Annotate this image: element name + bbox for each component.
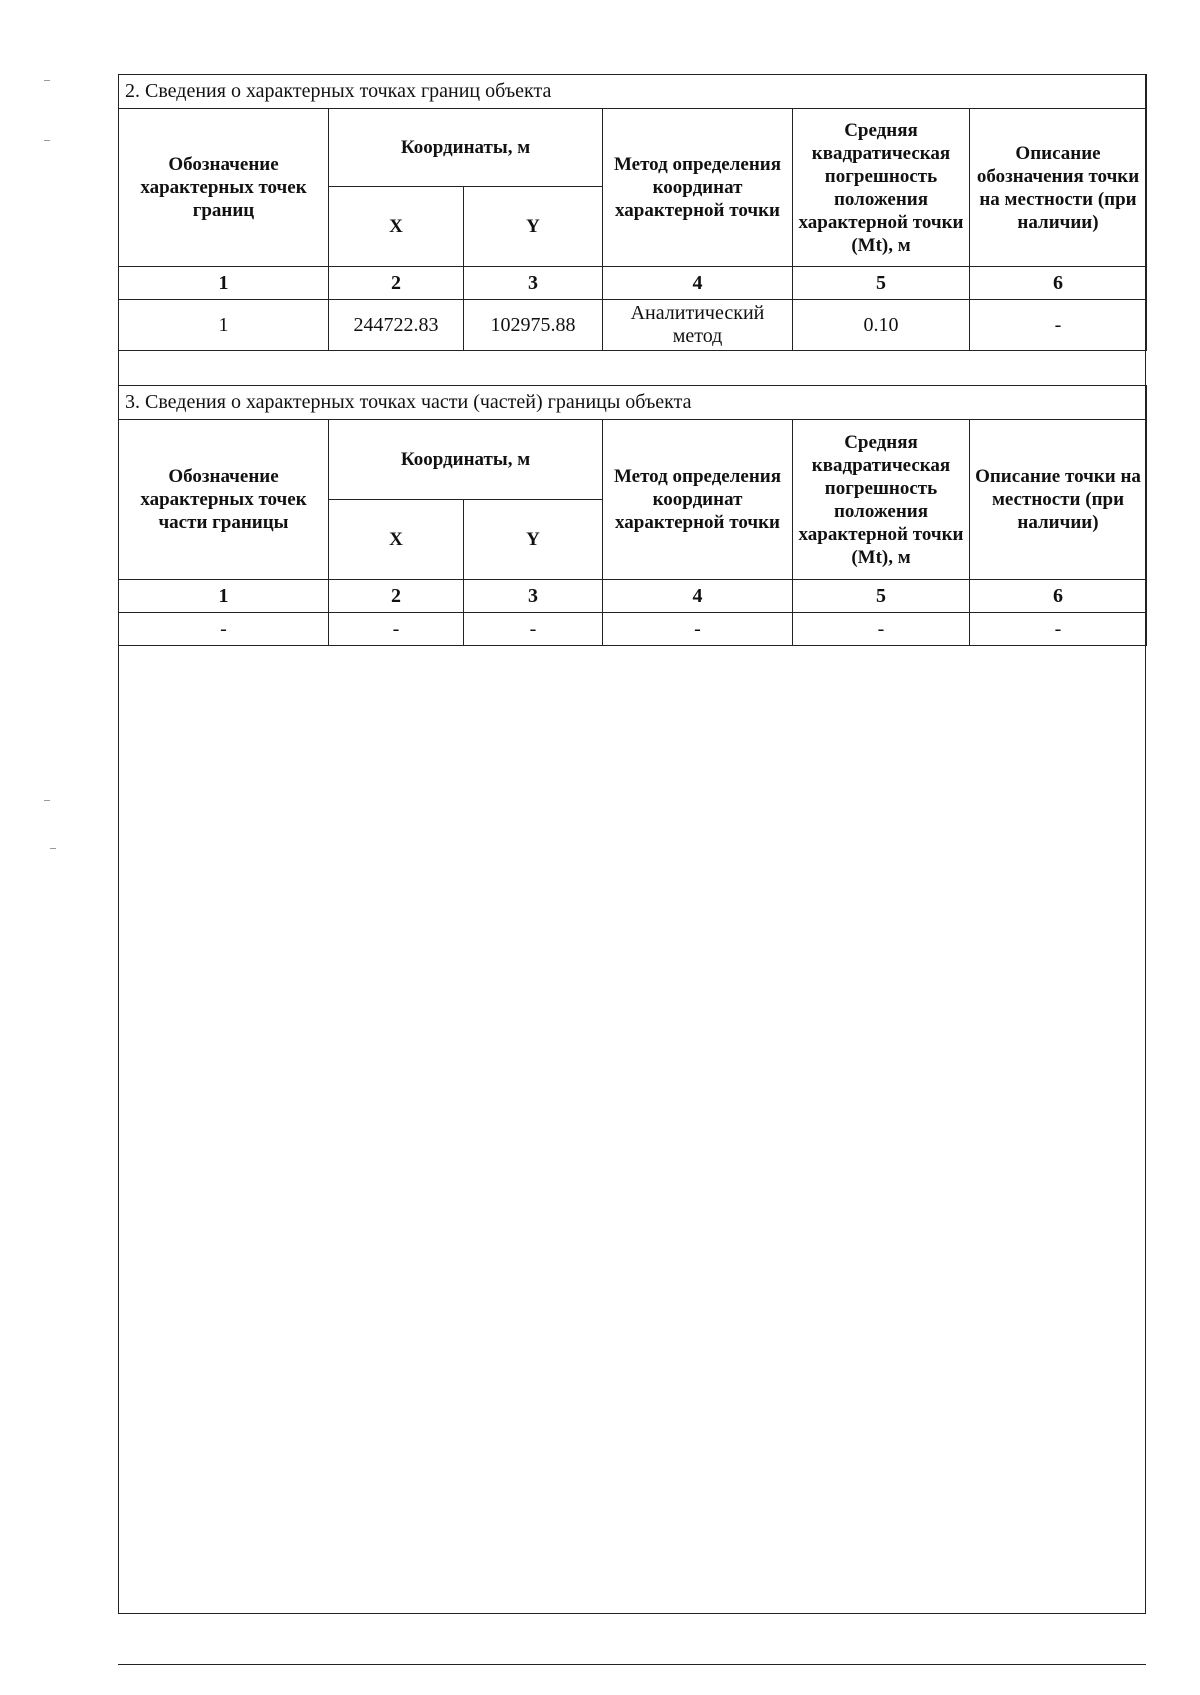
coordinate-x: 244722.83 <box>329 300 464 351</box>
coordinate-y: 102975.88 <box>464 300 603 351</box>
method-value: - <box>603 613 793 646</box>
column-number: 4 <box>603 267 793 300</box>
header-coordinates: Координаты, м <box>329 420 603 500</box>
column-number: 3 <box>464 267 603 300</box>
header-description: Описание обозначения точки на местности (при наличии) <box>970 109 1147 267</box>
section-2-table <box>118 74 1147 351</box>
footer-rule <box>118 1664 1146 1665</box>
header-error: Средняя квадратическая погрешность положения характерной точки (Mt), м <box>793 109 970 267</box>
header-method: Метод определения координат характерной точки <box>603 109 793 267</box>
error-value: 0.10 <box>793 300 970 351</box>
column-number: 2 <box>329 267 464 300</box>
section-3-title: 3. Сведения о характерных точках части (частей) границы объекта <box>119 386 1147 420</box>
column-number: 6 <box>970 267 1147 300</box>
description-value: - <box>970 300 1147 351</box>
header-designation: Обозначение характерных точек границ <box>119 109 329 267</box>
column-number: 5 <box>793 267 970 300</box>
header-y: Y <box>464 187 603 267</box>
margin-mark <box>44 80 50 81</box>
description-value: - <box>970 613 1147 646</box>
header-description: Описание точки на местности (при наличии) <box>970 420 1147 580</box>
error-value: - <box>793 613 970 646</box>
margin-mark <box>44 140 50 141</box>
header-y: Y <box>464 500 603 580</box>
point-designation: 1 <box>119 300 329 351</box>
header-x: X <box>329 500 464 580</box>
margin-mark <box>50 848 56 849</box>
column-number: 1 <box>119 267 329 300</box>
header-x: X <box>329 187 464 267</box>
section-2-title: 2. Сведения о характерных точках границ объекта <box>119 75 1147 109</box>
point-designation: - <box>119 613 329 646</box>
column-number: 4 <box>603 580 793 613</box>
column-number: 3 <box>464 580 603 613</box>
table-row <box>119 613 1147 646</box>
header-coordinates: Координаты, м <box>329 109 603 187</box>
column-number: 5 <box>793 580 970 613</box>
column-numbers-row <box>119 580 1147 613</box>
table-row <box>119 300 1147 351</box>
coordinate-y: - <box>464 613 603 646</box>
column-number: 1 <box>119 580 329 613</box>
header-designation: Обозначение характерных точек части границы <box>119 420 329 580</box>
margin-mark <box>44 800 50 801</box>
header-error: Средняя квадратическая погрешность положения характерной точки (Mt), м <box>793 420 970 580</box>
coordinate-x: - <box>329 613 464 646</box>
section-3-table <box>118 385 1147 646</box>
method-value: Аналитический метод <box>603 300 793 351</box>
column-number: 6 <box>970 580 1147 613</box>
header-method: Метод определения координат характерной точки <box>603 420 793 580</box>
column-numbers-row <box>119 267 1147 300</box>
column-number: 2 <box>329 580 464 613</box>
